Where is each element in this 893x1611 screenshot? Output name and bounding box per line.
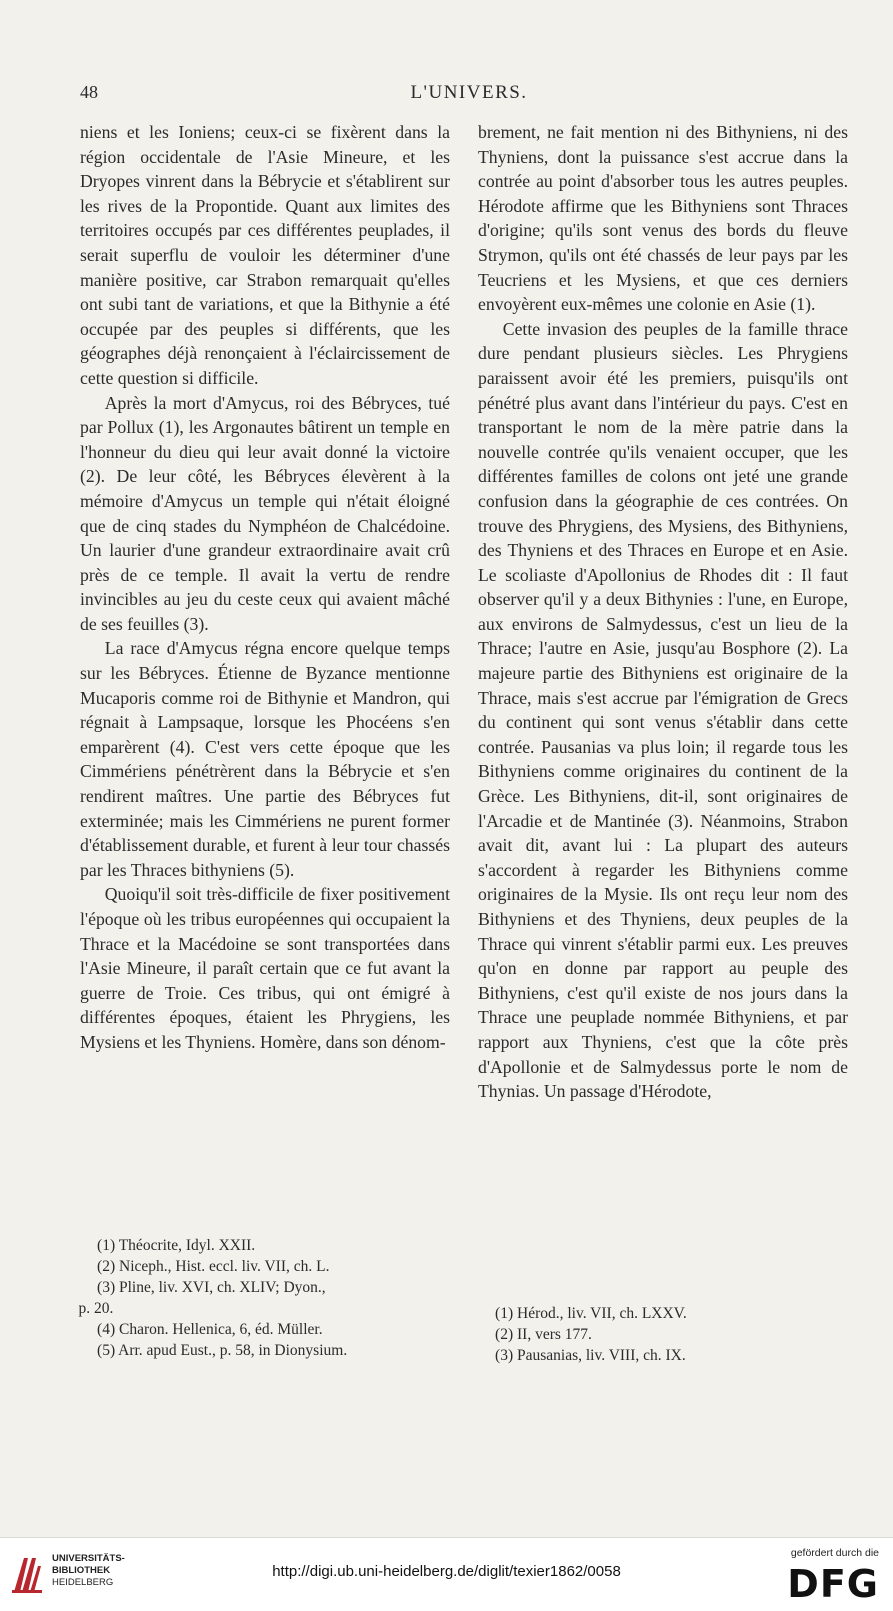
permalink[interactable]: http://digi.ub.uni-heidelberg.de/diglit/texier1862/0058 <box>272 1563 621 1580</box>
footnote: (2) II, vers 177. <box>495 1326 592 1343</box>
footnote: (4) Charon. Hellenica, 6, éd. Müller. <box>97 1321 323 1338</box>
paragraph: La race d'Amycus régna encore quelque temps sur les Bébryces. Étienne de Byzance mentionne Mucaporis comme roi de Bithynie et Mandron, qui régnait à Lampsaque, lorsque les Phocéens s'en emparèrent (4). C'est vers cette époque que les Cimmériens pénétrèrent dans la Bébrycie et s'en rendirent maîtres. Une partie des Bébryces fut exterminée; mais les Cimmériens ne purent former d'établissement durable, et furent à leur tour chassés par les Thraces bithyniens (5). <box>80 638 450 880</box>
footnotes-left <box>80 1235 450 1361</box>
page-number: 48 <box>80 82 98 102</box>
right-column <box>478 120 848 1104</box>
viewer-footer <box>0 1537 893 1611</box>
paragraph: brement, ne fait mention ni des Bithyniens, ni des Thyniens, dont la puissance s'est accrue dans la contrée au point d'absorber tous les autres peuples. Hérodote affirme que les Bithyniens sont Thraces d'origine; qu'ils sont venus des bords du fleuve Strymon, qu'ils ont été chassés de leur pays par les Teucriens et les Mysiens, et que ces derniers envoyèrent eux-mêmes une colonie en Asie (1). <box>478 122 848 315</box>
paragraph: niens et les Ioniens; ceux-ci se fixèrent dans la région occidentale de l'Asie Mineure, et les Dryopes vinrent dans la Bébrycie et s'établirent sur les rives de la Propontide. Quant aux limites des territoires occupés par ces différentes peuplades, il serait superflu de vouloir les déterminer d'une manière positive, car Strabon remarquait qu'elles ont subi tant de variations, et que la Bithynie a été occupée par des peuples si différents, que les géographes déjà renonçaient à l'éclaircissement de cette question si difficile. <box>80 122 450 388</box>
library-name-line: UNIVERSITÄTS- <box>52 1553 125 1564</box>
dfg-logo[interactable]: DFG <box>787 1562 879 1606</box>
page-header <box>80 82 858 110</box>
footnote: p. 20. <box>78 1300 114 1317</box>
footnote: (2) Niceph., Hist. eccl. liv. VII, ch. L. <box>97 1258 330 1275</box>
paragraph: Après la mort d'Amycus, roi des Bébryces, tué par Pollux (1), les Argonautes bâtirent un temple en l'honneur du dieu qui leur avait donné la victoire (2). De leur côté, les Bébryces élevèrent à la mémoire d'Amycus un temple qui n'était éloigné que de cinq stades du Nymphéon de Chalcédoine. Un laurier d'une grandeur extraordinaire avait crû près de ce temple. Il avait la vertu de rendre invincibles au jeu du ceste ceux qui avaient mâché de ses feuilles (3). <box>80 392 450 634</box>
footnote: (3) Pline, liv. XVI, ch. XLIV; Dyon., <box>97 1279 326 1296</box>
footnote: (1) Théocrite, Idyl. XXII. <box>97 1237 256 1254</box>
funding-label: gefördert durch die <box>790 1547 879 1559</box>
footnotes-right <box>478 1303 848 1366</box>
paragraph: Cette invasion des peuples de la famille thrace dure pendant plusieurs siècles. Les Phrygiens paraissent avoir été les premiers, puisqu'ils ont pénétré plus avant dans l'intérieur du pays. C'est en transportant le nom de la mère patrie dans la nouvelle contrée qu'ils venaient occuper, que les différentes familles de colons ont jeté une grande confusion dans la géographie de ces contrées. On trouve des Phrygiens, des Mysiens, des Bithyniens, des Thyniens et des Thraces en Europe et en Asie. Le scoliaste d'Apollonius de Rhodes dit : Il faut observer qu'il y a deux Bithynies : l'une, en Europe, aux environs de Salmydessus, c'est un lieu de la Thrace; l'autre en Asie, jusqu'au Bosphore (2). La majeure partie des Bithyniens est originaire de la Thrace, mais s'est accrue par l'émigration de Grecs du continent qui sont venus s'établir dans cette contrée. Pausanias va plus loin; il regarde tous les Bithyniens comme originaires du continent de la Grèce. Les Bithyniens, dit-il, sont originaires de l'Arcadie et de Mantinée (3). Néanmoins, Strabon avait dit, avant lui : La plupart des auteurs s'accordent à regarder les Bithyniens comme originaires de la Mysie. Ils ont reçu leur nom des Bithyniens et des Thyniens, deux peuples de la Thrace qui vinrent s'établir parmi eux. Les preuves qu'on en donne par rapport au peuple des Bithyniens, c'est qu'il existe de nos jours dans la Thrace une peuplade nommée Bithyniens, et par rapport aux Thyniens, c'est que la côte près d'Apollonie et de Salmydessus porte le nom de Thynias. Un passage d'Hérodote, <box>478 318 848 1102</box>
left-column <box>80 120 450 1055</box>
footnote: (3) Pausanias, liv. VIII, ch. IX. <box>495 1347 686 1364</box>
paragraph: Quoiqu'il soit très-difficile de fixer positivement l'époque où les tribus européennes qui occupaient la Thrace et la Macédoine se sont transportées dans l'Asie Mineure, il paraît certain que ce fut avant la guerre de Troie. Ces tribus, qui ont émigré à différentes époques, étaient les Phrygiens, les Mysiens et les Thyniens. Homère, dans son dénom- <box>80 884 450 1052</box>
running-title: L'UNIVERS. <box>410 82 528 103</box>
footnote: (1) Hérod., liv. VII, ch. LXXV. <box>495 1305 687 1322</box>
library-name-line: HEIDELBERG <box>52 1577 114 1588</box>
footnote: (5) Arr. apud Eust., p. 58, in Dionysium. <box>97 1342 348 1359</box>
library-name-line: BIBLIOTHEK <box>52 1565 111 1576</box>
